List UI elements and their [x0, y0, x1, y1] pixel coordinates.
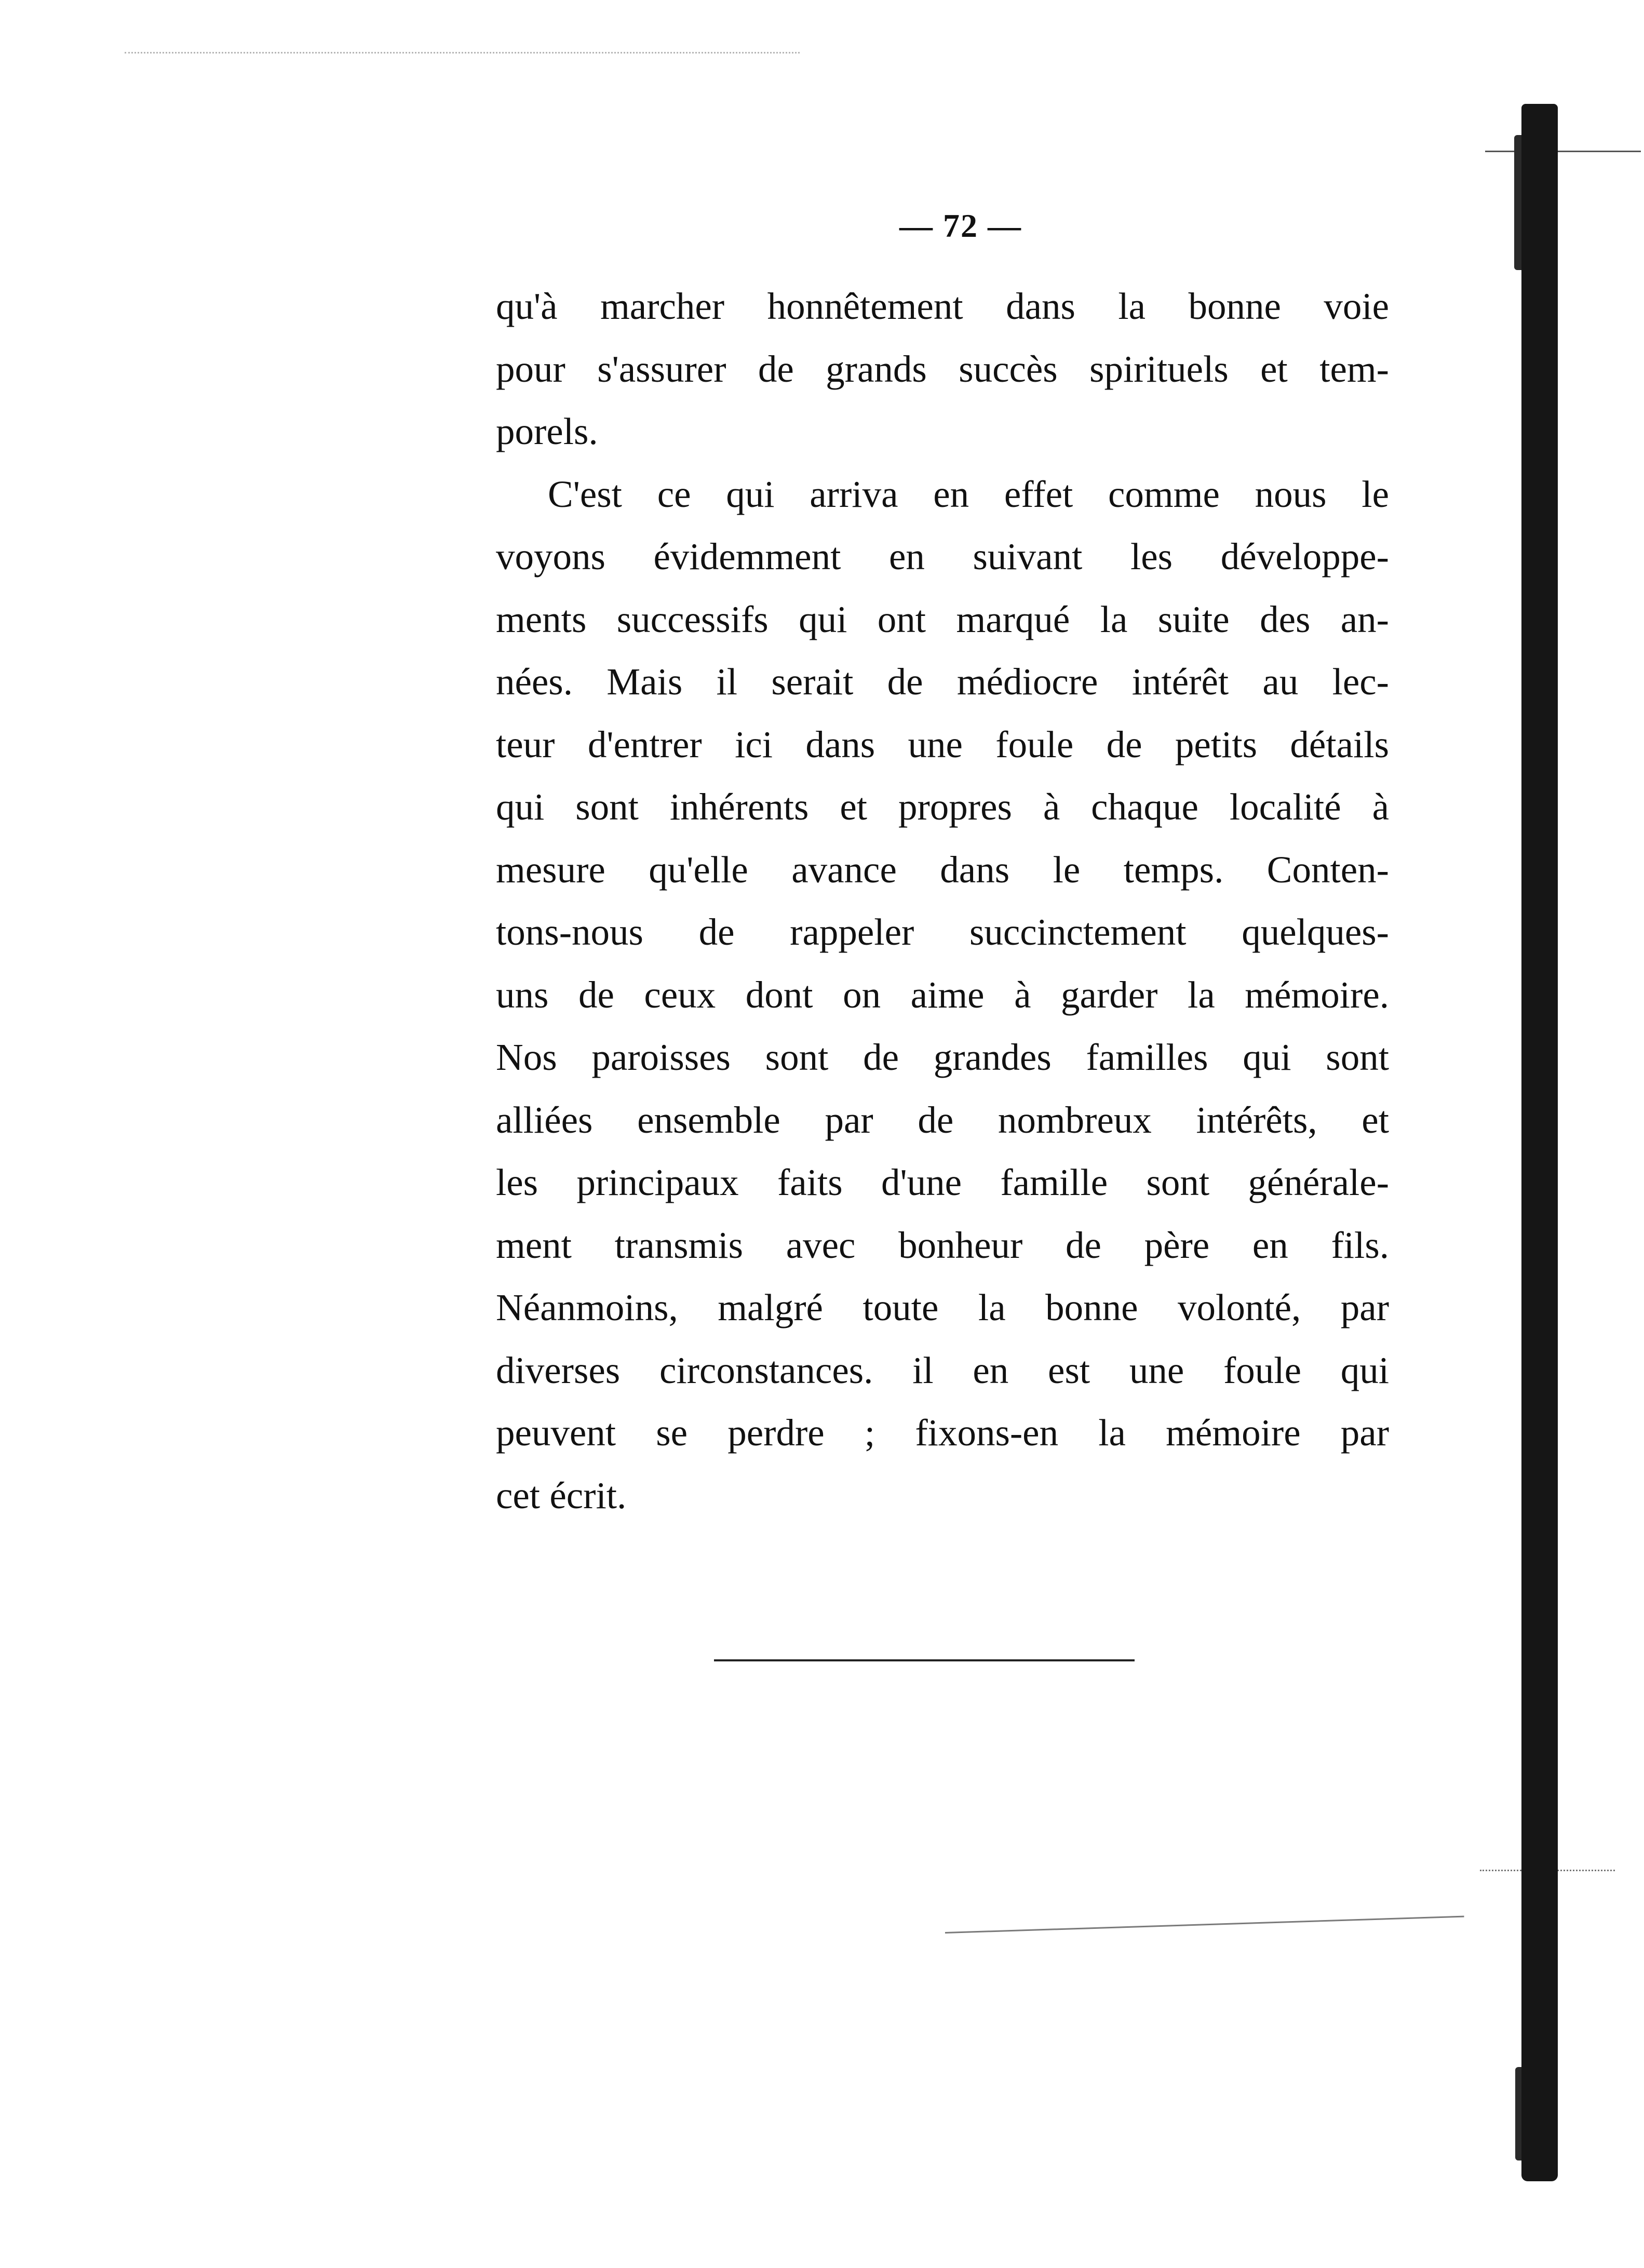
text-line: C'est ce qui arriva en effet comme nous le	[548, 473, 1389, 515]
end-rule-divider	[714, 1659, 1135, 1661]
body-text	[496, 275, 1389, 1527]
text-line: mesure qu'elle avance dans le temps. Conten-	[496, 848, 1389, 891]
text-line: ments successifs qui ont marqué la suite des an-	[496, 598, 1389, 640]
scan-artifact-line	[1485, 151, 1641, 152]
scan-artifact-line	[945, 1916, 1464, 1934]
binding-edge	[1521, 104, 1558, 2181]
page-number: — 72 —	[899, 207, 1022, 244]
text-line: uns de ceux dont on aime à garder la mémoire.	[496, 973, 1389, 1016]
text-line: voyons évidemment en suivant les développe-	[496, 535, 1389, 578]
text-line: Néanmoins, malgré toute la bonne volonté, par	[496, 1286, 1389, 1328]
text-line: qu'à marcher honnêtement dans la bonne voie	[496, 285, 1389, 327]
text-line: porels.	[496, 410, 598, 452]
text-line: peuvent se perdre ; fixons-en la mémoire par	[496, 1412, 1389, 1454]
text-line: teur d'entrer ici dans une foule de petits détails	[496, 723, 1389, 766]
text-line: tons-nous de rappeler succinctement quelques-	[496, 911, 1389, 953]
text-line: Nos paroisses sont de grandes familles qui sont	[496, 1036, 1389, 1078]
text-line: pour s'assurer de grands succès spirituels et tem-	[496, 347, 1389, 390]
text-line: cet écrit.	[496, 1474, 627, 1517]
scan-artifact-line	[125, 52, 800, 53]
text-line: alliées ensemble par de nombreux intérêts, et	[496, 1098, 1389, 1141]
text-line: ment transmis avec bonheur de père en fils.	[496, 1224, 1389, 1266]
text-line: nées. Mais il serait de médiocre intérêt au lec-	[496, 661, 1389, 703]
text-line: les principaux faits d'une famille sont générale-	[496, 1161, 1389, 1203]
text-line: qui sont inhérents et propres à chaque localité à	[496, 786, 1389, 828]
text-line: diverses circonstances. il en est une foule qui	[496, 1349, 1389, 1391]
